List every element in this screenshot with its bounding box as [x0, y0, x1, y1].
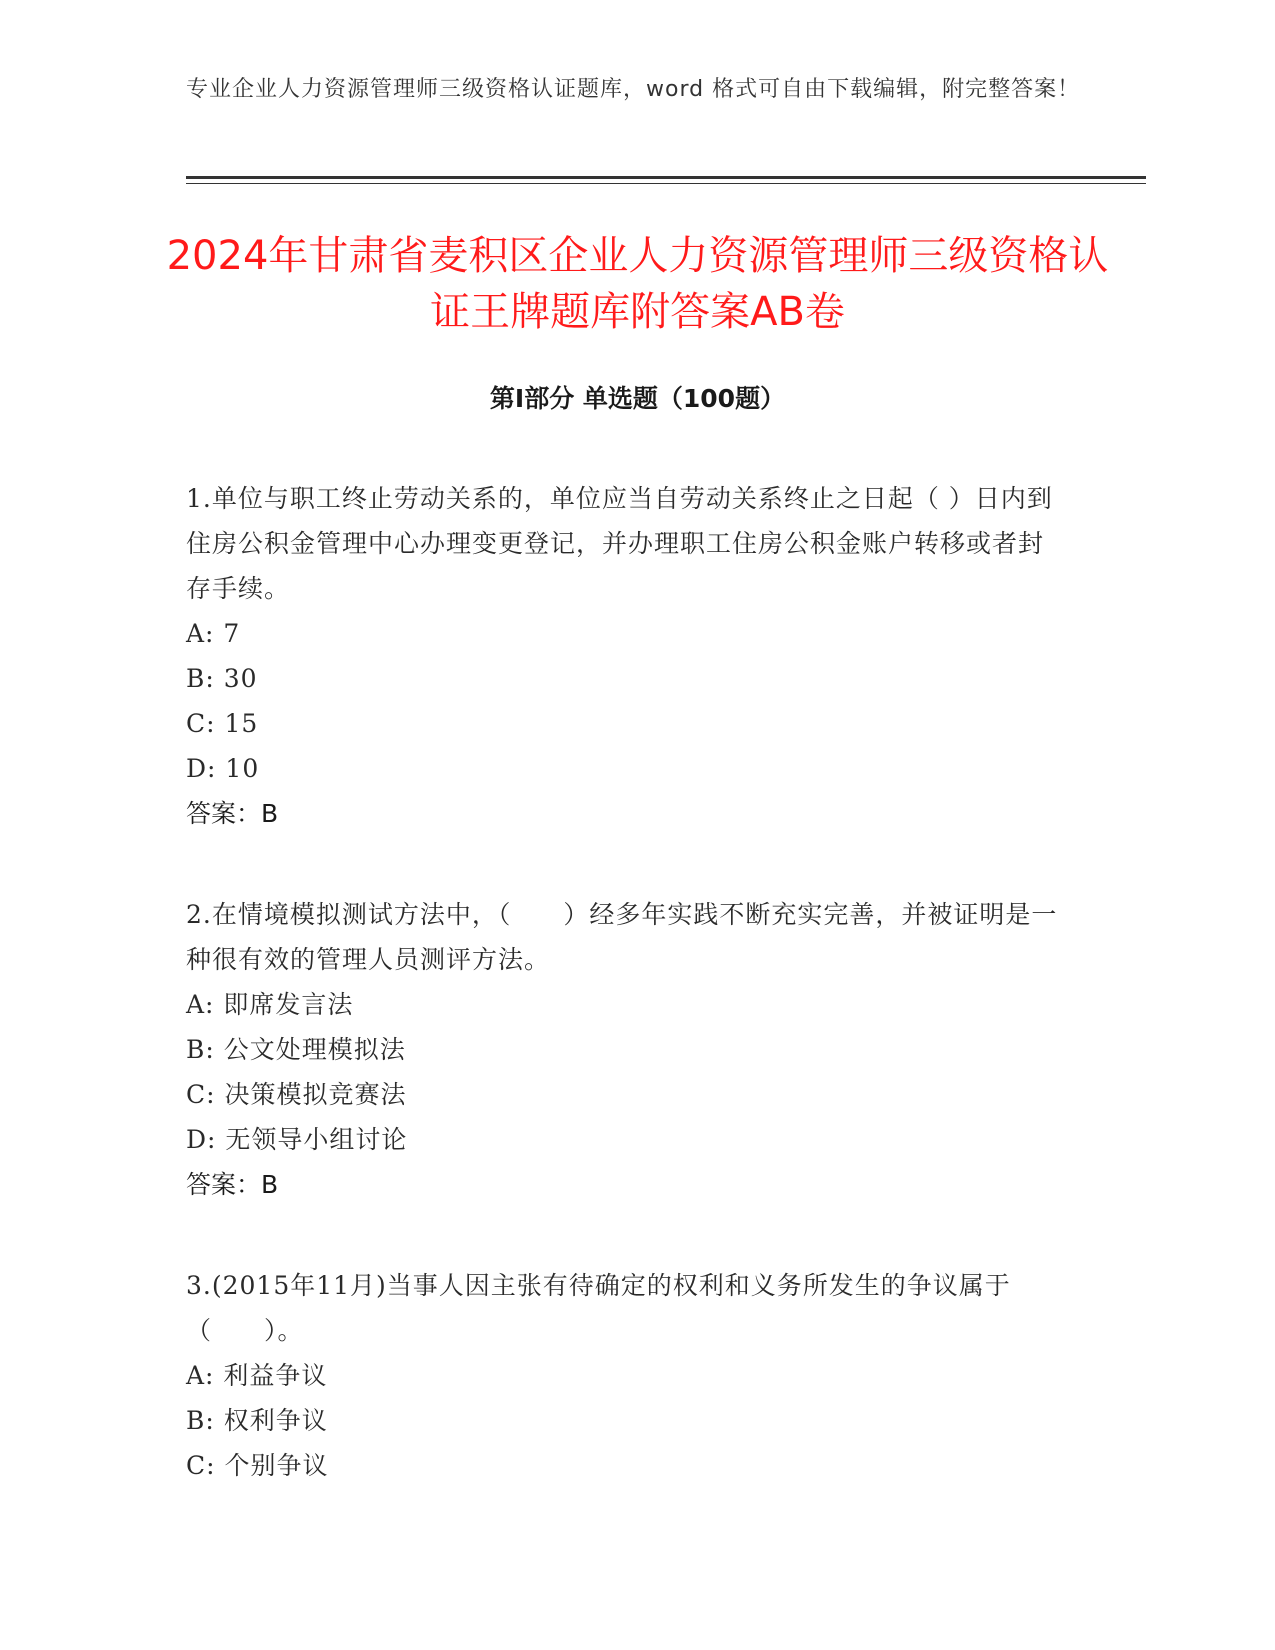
question-stem: 3.(2015年11月)当事人因主张有待确定的权利和义务所发生的争议属于（ ）。 [186, 1271, 1011, 1345]
option-a: A: 利益争议 [186, 1361, 328, 1390]
option-b: B: 公文处理模拟法 [186, 1035, 406, 1064]
header-note: 专业企业人力资源管理师三级资格认证题库，word 格式可自由下载编辑，附完整答案！ [186, 77, 1081, 102]
question-spacer [186, 1207, 1066, 1263]
option-c: C: 个别争议 [186, 1451, 329, 1480]
question-list [186, 476, 1066, 1488]
document-title: 2024年甘肃省麦积区企业人力资源管理师三级资格认证王牌题库附答案AB卷 [166, 233, 1109, 335]
answer-line: 答案：B [186, 1170, 279, 1199]
option-d: D: 10 [186, 754, 260, 783]
header-rule-thin [186, 183, 1146, 184]
question-stem: 2.在情境模拟测试方法中，（ ）经多年实践不断充实完善，并被证明是一种很有效的管理人员测评方法。 [186, 900, 1058, 974]
option-a: A: 7 [186, 619, 241, 648]
question-3 [186, 1263, 1066, 1488]
question-stem: 1.单位与职工终止劳动关系的，单位应当自劳动关系终止之日起（ ）日内到住房公积金管理中心办理变更登记，并办理职工住房公积金账户转移或者封存手续。 [186, 484, 1053, 603]
option-d: D: 无领导小组讨论 [186, 1125, 408, 1154]
option-c: C: 决策模拟竞赛法 [186, 1080, 407, 1109]
option-b: B: 权利争议 [186, 1406, 328, 1435]
section-title: 第Ⅰ部分 单选题（100题） [489, 384, 786, 413]
option-c: C: 15 [186, 709, 259, 738]
option-b: B: 30 [186, 664, 258, 693]
question-1 [186, 476, 1066, 836]
question-2 [186, 892, 1066, 1207]
option-a: A: 即席发言法 [186, 990, 354, 1019]
question-spacer [186, 836, 1066, 892]
header-rule-thick [186, 176, 1146, 179]
answer-line: 答案：B [186, 799, 279, 828]
